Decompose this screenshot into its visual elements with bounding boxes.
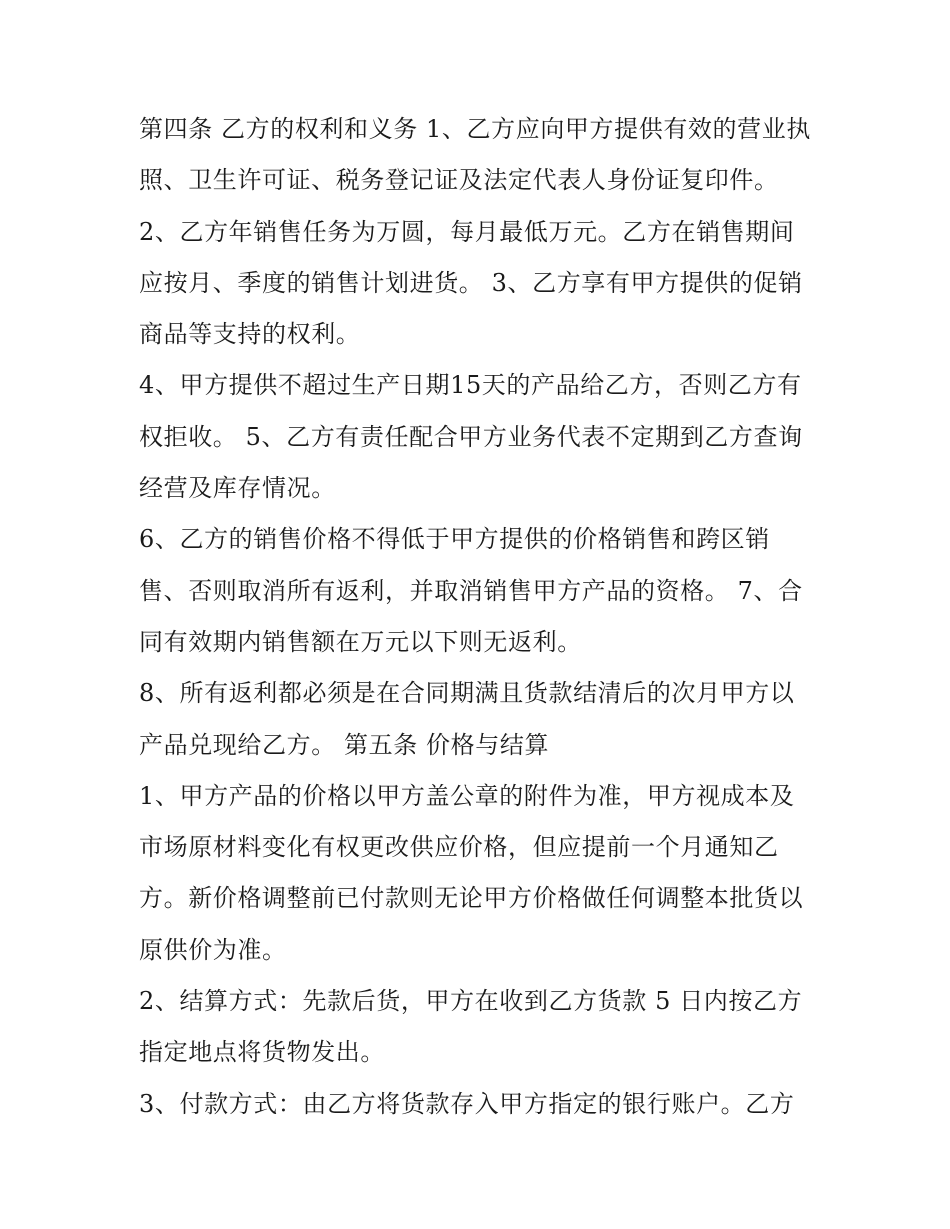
text-line: 2、结算方式：先款后货，甲方在收到乙方货款 5 日内按乙方	[139, 987, 803, 1016]
text-line: 照、卫生许可证、税务登记证及法定代表人身份证复印件。	[139, 166, 779, 195]
text-line: 商品等支持的权利。	[139, 320, 361, 349]
document-body	[139, 104, 819, 1130]
text-line: 应按月、季度的销售计划进货。 3、乙方享有甲方提供的促销	[139, 268, 803, 297]
text-line: 1、甲方产品的价格以甲方盖公章的附件为准，甲方视成本及	[139, 781, 795, 810]
text-line: 售、否则取消所有返利，并取消销售甲方产品的资格。 7、合	[139, 576, 803, 605]
text-line: 6、乙方的销售价格不得低于甲方提供的价格销售和跨区销	[139, 525, 770, 554]
text-line: 经营及库存情况。	[139, 474, 336, 503]
text-line: 市场原材料变化有权更改供应价格，但应提前一个月通知乙	[139, 833, 779, 862]
text-line: 同有效期内销售额在万元以下则无返利。	[139, 627, 582, 656]
text-line: 指定地点将货物发出。	[139, 1038, 385, 1067]
text-line: 4、甲方提供不超过生产日期15天的产品给乙方，否则乙方有	[139, 371, 802, 400]
text-line: 权拒收。 5、乙方有责任配合甲方业务代表不定期到乙方查询	[139, 422, 803, 451]
text-line: 2、乙方年销售任务为万圆，每月最低万元。乙方在销售期间	[139, 217, 795, 246]
text-line: 第四条 乙方的权利和义务 1、乙方应向甲方提供有效的营业执	[139, 115, 811, 143]
text-line: 8、所有返利都必须是在合同期满且货款结清后的次月甲方以	[139, 679, 795, 708]
text-line: 原供价为准。	[139, 935, 287, 964]
text-line: 3、付款方式：由乙方将货款存入甲方指定的银行账户。乙方	[139, 1089, 795, 1118]
text-line: 产品兑现给乙方。 第五条 价格与结算	[139, 730, 550, 759]
text-line: 方。新价格调整前已付款则无论甲方价格做任何调整本批货以	[139, 884, 804, 913]
